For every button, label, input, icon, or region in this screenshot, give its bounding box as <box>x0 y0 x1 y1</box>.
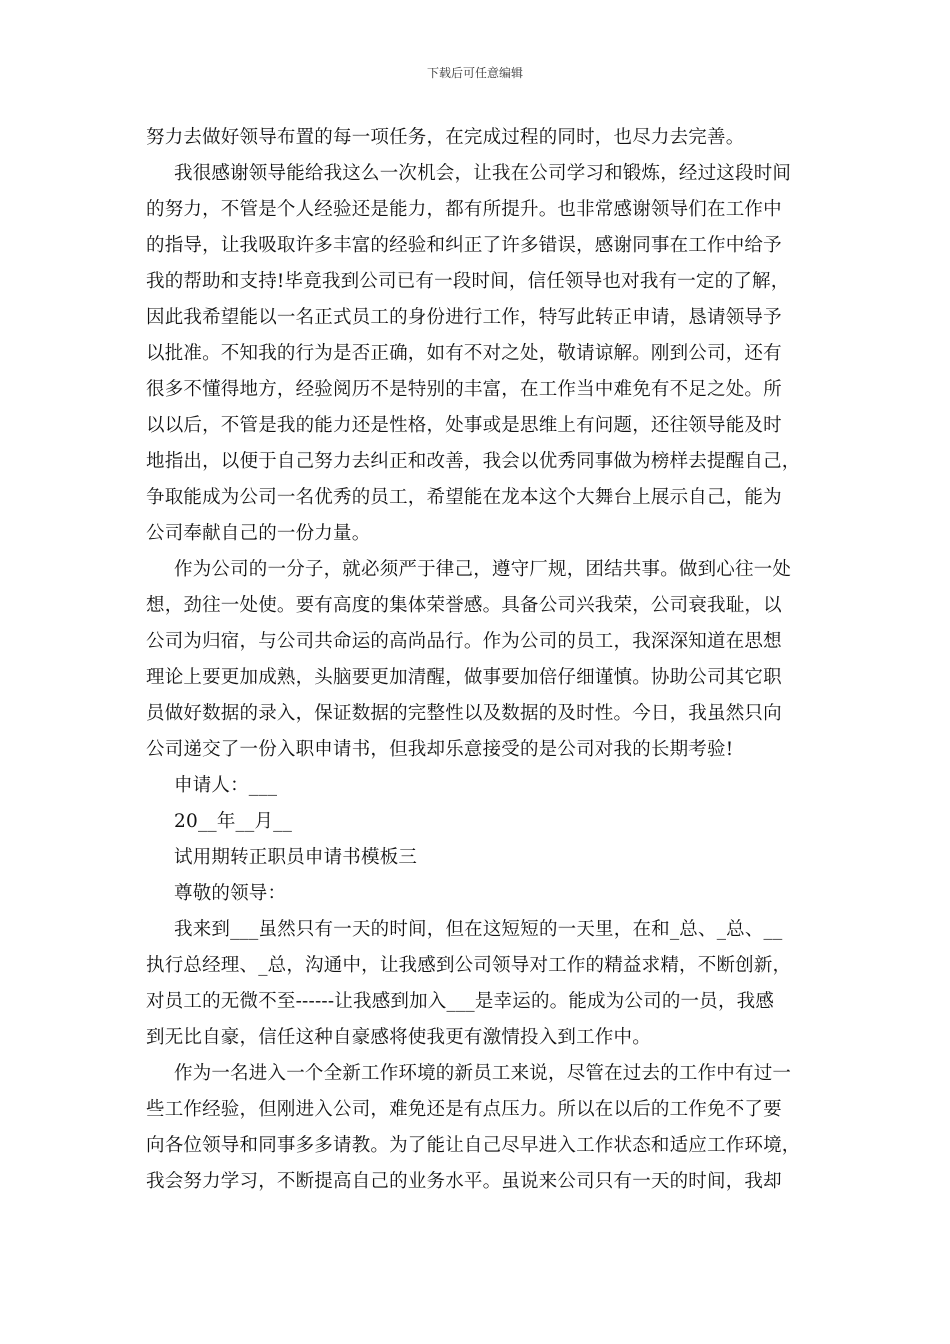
date-line: 20__年__月__ <box>174 811 293 832</box>
applicant-line: 申请人：___ <box>174 775 278 796</box>
text-line: 对员工的无微不至------让我感到加入___是幸运的。能成为公司的一员，我感 <box>146 991 775 1012</box>
text-line: 些工作经验，但刚进入公司，难免还是有点压力。所以在以后的工作免不了要 <box>146 1099 782 1120</box>
text-line: 的指导，让我吸取许多丰富的经验和纠正了许多错误，感谢同事在工作中给予 <box>146 235 782 256</box>
text-line: 我的帮助和支持!毕竟我到公司已有一段时间，信任领导也对我有一定的了解， <box>146 271 790 292</box>
text-line: 努力去做好领导布置的每一项任务，在完成过程的同时，也尽力去完善。 <box>146 127 745 148</box>
text-line: 理论上要更加成熟，头脑要更加清醒，做事要加倍仔细谨慎。协助公司其它职 <box>146 667 782 688</box>
paragraph-start: 作为一名进入一个全新工作环境的新员工来说，尽管在过去的工作中有过一 <box>174 1063 792 1084</box>
text-line: 争取能成为公司一名优秀的员工，希望能在龙本这个大舞台上展示自己，能为 <box>146 487 782 508</box>
text-line: 很多不懂得地方，经验阅历不是特别的丰富，在工作当中难免有不足之处。所 <box>146 379 782 400</box>
text-line: 向各位领导和同事多多请教。为了能让自己尽早进入工作状态和适应工作环境， <box>146 1135 801 1156</box>
section-title: 试用期转正职员申请书模板三 <box>174 847 418 868</box>
text-line: 以批准。不知我的行为是否正确，如有不对之处，敬请谅解。刚到公司，还有 <box>146 343 782 364</box>
text-line: 公司递交了一份入职申请书，但我却乐意接受的是公司对我的长期考验! <box>146 739 734 760</box>
paragraph-start: 作为公司的一分子，就必须严于律己，遵守厂规，团结共事。做到心往一处 <box>174 559 792 580</box>
text-line: 我会努力学习，不断提高自己的业务水平。虽说来公司只有一天的时间，我却 <box>146 1171 782 1192</box>
text-line: 因此我希望能以一名正式员工的身份进行工作，特写此转正申请，恳请领导予 <box>146 307 782 328</box>
text-line: 想，劲往一处使。要有高度的集体荣誉感。具备公司兴我荣，公司衰我耻，以 <box>146 595 782 616</box>
text-line: 以以后，不管是我的能力还是性格，处事或是思维上有问题，还往领导能及时 <box>146 415 782 436</box>
text-line: 公司奉献自己的一份力量。 <box>146 523 371 544</box>
paragraph-start: 我很感谢领导能给我这么一次机会，让我在公司学习和锻炼，经过这段时间 <box>174 163 792 184</box>
text-line: 到无比自豪，信任这种自豪感将使我更有激情投入到工作中。 <box>146 1027 651 1048</box>
text-line: 公司为归宿，与公司共命运的高尚品行。作为公司的员工，我深深知道在思想 <box>146 631 782 652</box>
text-line: 员做好数据的录入，保证数据的完整性以及数据的及时性。今日，我虽然只向 <box>146 703 782 724</box>
text-line: 执行总经理、_总，沟通中，让我感到公司领导对工作的精益求精，不断创新， <box>146 955 792 976</box>
salutation: 尊敬的领导： <box>174 883 287 904</box>
page-header: 下载后可任意编辑 <box>426 66 523 80</box>
paragraph-start: 我来到___虽然只有一天的时间，但在这短短的一天里，在和_总、_总、__ <box>174 919 783 940</box>
text-line: 地指出，以便于自己努力去纠正和改善，我会以优秀同事做为榜样去提醒自己， <box>146 451 801 472</box>
text-line: 的努力，不管是个人经验还是能力，都有所提升。也非常感谢领导们在工作中 <box>146 199 782 220</box>
